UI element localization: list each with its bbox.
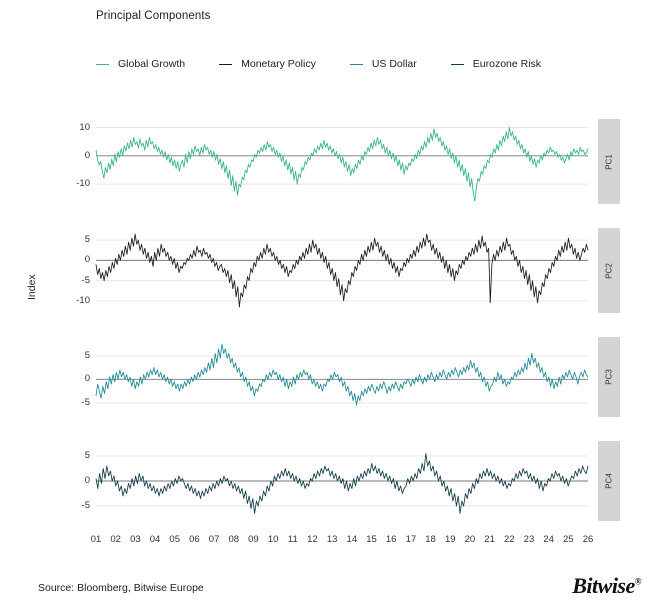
x-tick-label: 01: [90, 534, 102, 545]
x-tick-label: 07: [208, 534, 220, 545]
x-tick-label: 22: [503, 534, 515, 545]
x-tick-label: 24: [543, 534, 554, 545]
x-tick-label: 15: [366, 534, 377, 545]
y-tick-label: 5: [84, 349, 90, 361]
y-tick-label: 0: [84, 254, 90, 266]
y-tick-label: -10: [76, 178, 90, 190]
x-tick-label: 19: [444, 534, 456, 545]
y-tick-label: 10: [79, 121, 90, 133]
x-tick-label: 14: [346, 534, 358, 545]
x-tick-label: 09: [248, 534, 259, 545]
y-tick-label: 0: [84, 373, 90, 385]
x-tick-label: 20: [464, 534, 476, 545]
x-tick-label: 18: [425, 534, 436, 545]
x-tick-label: 11: [287, 534, 298, 545]
legend-label: Monetary Policy: [241, 58, 316, 70]
legend-label: Eurozone Risk: [472, 58, 542, 70]
y-tick-label: -5: [81, 396, 90, 408]
x-tick-label: 08: [228, 534, 240, 545]
x-tick-label: 26: [582, 534, 594, 545]
brand-text: Bitwise: [572, 573, 635, 598]
x-tick-label: 25: [563, 534, 574, 545]
x-tick-label: 17: [405, 534, 417, 545]
y-tick-label: -10: [76, 294, 90, 306]
y-tick-label: 0: [84, 475, 90, 486]
series-line: [96, 454, 588, 514]
x-tick-label: 16: [385, 534, 397, 545]
y-tick-label: 5: [84, 234, 90, 246]
panel-strip-label: PC2: [604, 262, 614, 279]
source-note: Source: Bloomberg, Bitwise Europe: [38, 582, 204, 594]
panel-strip-pc4: [598, 441, 620, 521]
chart-title: Principal Components: [96, 10, 211, 22]
x-tick-label: 23: [523, 534, 535, 545]
registered-mark: ®: [634, 576, 641, 587]
y-tick-label: 5: [84, 450, 90, 461]
x-tick-label: 03: [130, 534, 141, 545]
x-tick-label: 12: [307, 534, 318, 545]
brand-logo: [572, 573, 641, 599]
x-tick-label: 10: [267, 534, 279, 545]
x-tick-label: 21: [484, 534, 495, 545]
x-tick-label: 04: [149, 534, 161, 545]
x-tick-label: 02: [110, 534, 121, 545]
panel-strip-label: PC4: [604, 473, 614, 489]
panel-strip-label: PC3: [604, 369, 614, 385]
x-tick-label: 05: [169, 534, 180, 545]
legend-label: Global Growth: [118, 58, 186, 70]
x-tick-label: 06: [189, 534, 200, 545]
x-tick-label: 13: [326, 534, 338, 545]
panel-strip-label: PC1: [604, 153, 614, 170]
legend-label: US Dollar: [371, 58, 417, 70]
y-tick-label: -5: [81, 500, 90, 511]
y-tick-label: 0: [84, 149, 90, 161]
y-axis-label: Index: [26, 274, 38, 300]
y-tick-label: -5: [81, 274, 90, 286]
